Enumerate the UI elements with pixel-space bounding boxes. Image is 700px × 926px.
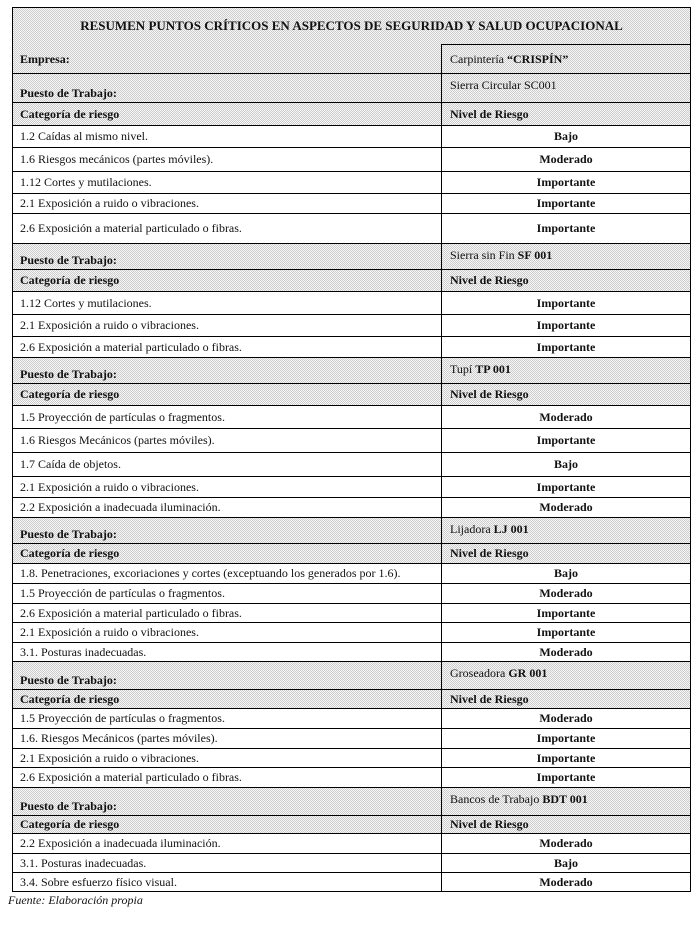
level-header: Nivel de Riesgo [450,817,529,831]
station-value [442,244,690,269]
risk-summary-table [12,7,691,892]
risk-category: 1.5 Proyección de partículas o fragmentos. [13,406,442,428]
table-row [13,623,690,643]
column-header-row [13,270,690,292]
category-header: Categoría de riesgo [13,103,442,125]
risk-category: 2.2 Exposición a inadecuada iluminación. [13,834,442,853]
table-row [13,214,690,244]
risk-level: Moderado [539,409,593,424]
station-code: LJ 001 [493,522,529,536]
column-header-row [13,103,690,126]
risk-level: Importante [536,770,596,784]
station-code: BDT 001 [542,792,588,806]
risk-level: Importante [536,196,596,210]
risk-level: Moderado [539,644,593,659]
risk-category: 1.6. Riesgos Mecánicos (partes móviles). [13,729,442,748]
station-name: Tupí [450,362,473,376]
station-label: Puesto de Trabajo: [13,358,442,383]
station-row [13,74,690,103]
risk-level: Moderado [539,586,593,600]
company-row [13,44,690,74]
risk-category: 3.1. Posturas inadecuadas. [13,854,442,872]
table-row [13,643,690,662]
table-row [13,406,690,429]
risk-level: Importante [536,175,596,189]
table-row [13,172,690,194]
table-row [13,873,690,892]
risk-level: Importante [536,750,596,765]
risk-level: Moderado [539,711,593,725]
table-row [13,498,690,518]
risk-level: Importante [536,318,596,332]
table-row [13,292,690,315]
level-header: Nivel de Riesgo [450,546,529,560]
risk-level: Importante [536,731,596,745]
station-label: Puesto de Trabajo: [13,662,442,689]
station-value [442,788,690,815]
risk-category: 2.1 Exposición a ruido o vibraciones. [13,623,442,642]
risk-category: 2.1 Exposición a ruido o vibraciones. [13,749,442,767]
station-code: SF 001 [517,248,553,262]
risk-level: Importante [536,433,596,447]
table-row [13,834,690,854]
risk-category: 1.2 Caídas al mismo nivel. [13,126,442,147]
station-row [13,518,690,544]
station-code: GR 001 [508,666,548,680]
table-row [13,148,690,172]
category-header: Categoría de riesgo [13,384,442,405]
company-highlight: “CRISPÍN” [506,51,569,66]
table-title: RESUMEN PUNTOS CRÍTICOS EN ASPECTOS DE SEGURIDAD Y SALUD OCUPACIONAL [13,8,690,44]
table-row [13,337,690,358]
station-code: SC001 [523,78,557,92]
column-header-row [13,690,690,709]
company-name-text: Carpintería [450,51,504,66]
risk-level: Importante [536,625,596,639]
table-row [13,768,690,788]
risk-level: Importante [536,295,596,310]
risk-category: 1.8. Penetraciones, excoriaciones y cortes (exceptuando los generados por 1.6). [13,564,442,583]
category-header: Categoría de riesgo [13,270,442,291]
table-row [13,604,690,623]
risk-level: Bajo [554,129,578,143]
station-label: Puesto de Trabajo: [13,244,442,269]
risk-category: 2.6 Exposición a material particulado o fibras. [13,214,442,243]
risk-level: Importante [536,479,596,494]
level-header: Nivel de Riesgo [450,387,529,401]
risk-category: 1.6 Riesgos mecánicos (partes móviles). [13,148,442,171]
table-row [13,709,690,729]
company-name [441,44,690,73]
level-header: Nivel de Riesgo [450,273,529,287]
station-code: TP 001 [475,362,511,376]
table-row [13,749,690,768]
table-row [13,854,690,873]
risk-category: 2.6 Exposición a material particulado o fibras. [13,337,442,357]
risk-category: 1.5 Proyección de partículas o fragmentos. [13,709,442,728]
table-row [13,584,690,604]
risk-level: Moderado [539,874,593,889]
level-header: Nivel de Riesgo [450,691,529,706]
source-footnote: Fuente: Elaboración propia [8,893,143,907]
station-label: Puesto de Trabajo: [13,518,442,543]
risk-level: Moderado [539,500,593,514]
station-name: Bancos de Trabajo [450,792,540,806]
table-row [13,429,690,453]
station-value [442,662,690,689]
station-value [442,518,690,543]
risk-category: 1.7 Caída de objetos. [13,453,442,476]
station-name: Lijadora [450,522,491,536]
table-row [13,315,690,337]
category-header: Categoría de riesgo [13,544,442,563]
table-row [13,477,690,498]
risk-category: 2.1 Exposición a ruido o vibraciones. [13,477,442,497]
risk-category: 1.12 Cortes y mutilaciones. [13,292,442,314]
risk-category: 1.12 Cortes y mutilaciones. [13,172,442,193]
station-value [442,358,690,383]
table-row [13,453,690,477]
station-row [13,358,690,384]
risk-category: 2.1 Exposición a ruido o vibraciones. [13,194,442,213]
column-header-row [13,544,690,564]
risk-category: 3.1. Posturas inadecuadas. [13,643,442,661]
risk-category: 2.2 Exposición a inadecuada iluminación. [13,498,442,517]
company-label: Empresa: [20,52,70,66]
risk-level: Moderado [539,152,593,166]
column-header-row [13,384,690,406]
category-header: Categoría de riesgo [13,816,442,833]
station-name: Sierra sin Fin [450,248,515,262]
station-value [442,74,690,102]
risk-level: Bajo [554,855,578,870]
risk-level: Importante [536,339,596,354]
risk-category: 2.6 Exposición a material particulado o fibras. [13,604,442,622]
risk-level: Moderado [539,836,593,850]
column-header-row [13,816,690,834]
category-header: Categoría de riesgo [13,690,442,708]
risk-level: Bajo [554,566,578,580]
station-row [13,244,690,270]
risk-category: 1.5 Proyección de partículas o fragmentos. [13,584,442,603]
table-row [13,564,690,584]
risk-category: 3.4. Sobre esfuerzo físico visual. [13,873,442,891]
table-row [13,729,690,749]
risk-level: Importante [536,605,596,620]
risk-category: 2.1 Exposición a ruido o vibraciones. [13,315,442,336]
risk-level: Bajo [554,457,578,471]
table-row [13,126,690,148]
risk-level: Importante [536,221,596,235]
station-label: Puesto de Trabajo: [13,788,442,815]
station-name: Sierra Circular [450,78,521,92]
station-name: Groseadora [450,666,506,680]
risk-category: 2.6 Exposición a material particulado o fibras. [13,768,442,787]
risk-category: 1.6 Riesgos Mecánicos (partes móviles). [13,429,442,452]
level-header: Nivel de Riesgo [450,106,529,121]
station-row [13,788,690,816]
table-row [13,194,690,214]
station-label: Puesto de Trabajo: [13,74,442,102]
station-row [13,662,690,690]
